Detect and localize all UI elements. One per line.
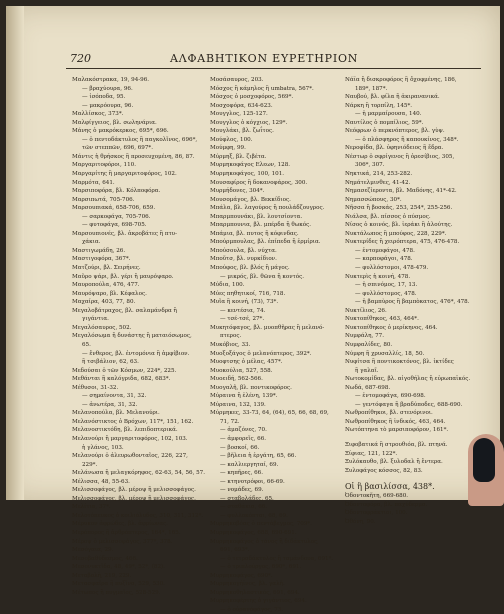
index-entry: 189*, 187*.: [355, 85, 388, 92]
index-entry: Νιάλσα, βλ. πίσσος ὁ πύσμος.: [345, 213, 431, 220]
index-entry: Νωθροπίθηκος ἢ ἰνδικός, 463, 464.: [345, 418, 446, 425]
index-entry: Μελανοστικτόδη, βλ. λεπιδοπτερικά.: [72, 427, 178, 434]
index-entry: Μέθυσοι, 31-32.: [72, 384, 119, 391]
index-entry: πτερος.: [220, 333, 242, 340]
index-entry: Μελανούρι ἢ μαργαριτοφόρος, 102, 103.: [72, 435, 188, 442]
index-entry: Νίσος ὁ κοινός, βλ. ἱεράκι ἢ ἀλούτης.: [345, 222, 453, 229]
index-entry: Μεδούσαι ὁ τῶν Κόσμων, 224*, 225.: [72, 367, 177, 374]
index-entry: Μόσχος ἢ κάμηλος ἢ umbatra, 567*.: [210, 85, 314, 92]
index-entry: Νῆσσα ἢ βοσκάς, 253, 254*, 255-256.: [345, 205, 453, 212]
index-entry: — ὁ τετραδάκτυλος ἢ ταμάνδουα, 691*.: [220, 555, 334, 562]
index-column-3: [345, 76, 480, 525]
index-entry: Μαρμότα, 641.: [72, 179, 115, 186]
index-entry: Μεγαλόσαυρος, 502.: [72, 324, 132, 331]
index-entry: Μπαρμπουνια, βλ. μπέρδα ἢ θωκός.: [210, 222, 312, 229]
index-entry: — τσέ-τσέ, 27*.: [220, 316, 265, 323]
index-entry: Νημασεζίεροντα, βλ. Μαδόνης, 41*-42.: [345, 188, 457, 195]
index-entry: — φυτοφάγα, 698-705.: [82, 222, 147, 229]
index-entry: Μαῦρο ψάρι, βλ. γέρι ἢ μαυρόψαρο.: [72, 273, 174, 280]
index-entry: χάκια.: [82, 239, 101, 246]
index-entry: — κηπῆρες, 66.: [220, 470, 264, 477]
index-entry: Μυρμήδονες, 304*.: [210, 188, 265, 195]
index-entry: — γεντόφαγα ἢ βραδύποδες, 688-690.: [355, 401, 463, 408]
index-entry: γιγάντια.: [82, 316, 109, 323]
index-entry: Νάϊα ἢ δισκροφόρος ἢ ὄχοφμένης, 186,: [345, 77, 457, 83]
index-entry: 71, 72.: [220, 418, 240, 425]
index-entry: Μουσομάγος, βλ. Βεκκίδιος.: [210, 196, 291, 203]
index-entry: Μεγαλόσωμα ἢ δυνάστης ἢ ματαιόσωμος,: [72, 333, 192, 340]
index-entry: Μαχαίρα, 403, 77, 80.: [72, 299, 136, 306]
index-entry: Νυκτάλωπος ἢ μπούφος, 228, 229*.: [345, 230, 447, 237]
book-page: [6, 6, 500, 613]
index-entry: Μπούρμπουλας, βλ. ἐπίπεδα ἢ ἐρμίρια.: [210, 239, 321, 246]
index-entry: — ἀνωτέρα, 31, 32.: [82, 401, 138, 408]
index-entry: — ἡ σπινόμος, 17, 13.: [355, 282, 418, 289]
index-entry: Μεσονυκτῖδα, 48, 49*, 52*, (82).: [72, 564, 165, 571]
index-entry: Νυκτερίδες ἢ χειρόπτερα, 475, 476-478.: [345, 239, 460, 246]
index-entry: ἢ γαλαῖ.: [355, 367, 379, 374]
index-entry: Νυκτερὶς ἡ κοινή, 478.: [345, 273, 411, 280]
index-entry: Μελισσοφάγος, βλ. μέροψ ἢ μελισσοφάγος.: [72, 487, 196, 494]
index-entry: Μέρυκον ἀφρώδες, βλ. ἀφρίωνας.: [72, 521, 169, 528]
index-entry: ἢ τσιβάλιον, 62, 63.: [82, 359, 139, 366]
index-entry: — νομάδες, 69.: [220, 487, 264, 494]
index-entry: Μαυρόψαρο, βλ. Κέφαλος.: [72, 290, 147, 297]
index-entry: Μπούσουλα, βλ. νύχτα.: [210, 247, 277, 254]
index-entry: 691, 693*.: [220, 547, 250, 554]
header-rule: [66, 68, 481, 69]
index-entry: Μαρσουπιονές, βλ. ἀκροβάτες ἢ πτυ-: [72, 230, 177, 237]
index-entry: — καλλιεργηταί, 69.: [220, 461, 279, 468]
index-entry: — ἡ μαρμαίρουσα, 140.: [355, 111, 422, 118]
index-entry: Νυκτοπίθηκος, 463, 464*.: [345, 316, 419, 323]
index-entry: Νυκτίλιος, 26.: [345, 307, 387, 314]
index-entry: Μελοτόπευκος ὁ κοιλιόλυδος, 310, 311, 312*.: [72, 512, 204, 519]
index-entry: Μαργαριτοφόροι, 110.: [72, 162, 137, 169]
running-title: ΑΛΦΑΒΗΤΙΚΟΝ ΕΥΡΕΤΗΡΙΟΝ: [170, 52, 359, 65]
thumbnail-polish: [473, 438, 495, 482]
index-entry: Μέλισσα, 48, 55-63.: [72, 478, 130, 485]
index-entry: — σταβολάδες, 65.: [220, 495, 274, 502]
index-entry: Οἱ ἢ βασιλίσσα, 438*.: [345, 482, 435, 492]
index-entry: Μυρμηκοθηλαστικός, 691, 694.: [210, 589, 300, 596]
index-entry: 306*, 307.: [355, 162, 385, 169]
index-entry: Μούμφη, 99.: [210, 145, 246, 152]
index-entry: Μεσοβαθύδεσμος, 466.: [72, 555, 138, 562]
index-entry: Νέστωρ ὁ σφρίγενος ἢ ὀρεσίβιος, 305,: [345, 153, 455, 160]
index-entry: Ναυβού, βλ. φίλα ἢ ἀκιρανανικά.: [345, 94, 440, 101]
index-entry: — βῆλεια ἡ ἐργάτη, 65, 66.: [220, 453, 297, 460]
index-entry: Ὀθόνη, 90.: [345, 518, 376, 525]
index-entry: Μαρσιπωτά, 705-706.: [72, 196, 135, 203]
index-entry: Ὀδοντοφόρα, βλ. παχύδερμα.: [345, 501, 428, 508]
index-column-2: [210, 76, 345, 613]
index-entry: — ἀμφορεῖς, 66.: [220, 435, 267, 442]
index-entry: Μεσόγαια, 29.: [72, 547, 114, 554]
index-entry: Μουσαφίρος ἢ δοκανοφάρος, 300.: [210, 179, 308, 186]
index-entry: Μυρμηκοφάγος Ελεων, 128.: [210, 162, 291, 169]
index-entry: Μόσχος ὁ μοσχοφόρος, 569*.: [210, 94, 294, 101]
index-entry: — φυλλόστομοι, 478-479.: [355, 265, 429, 272]
index-entry: — ἔνθερος, βλ. ἐντομόνια ἢ ἀμφίβιον.: [82, 350, 190, 357]
index-entry: Μούφλος, 100.: [210, 136, 253, 143]
index-entry: Μουγλάκι, βλ. ζωΐτος.: [210, 128, 274, 135]
index-entry: Μύρμηκες, 33-73, 64, (64), 65, 66, 68, 69,: [210, 410, 329, 417]
index-entry: Μυρμηκοφάγος, 100, 101.: [210, 171, 285, 178]
index-entry: τῶν στεππῶν, 696, 697*.: [82, 145, 154, 152]
index-entry: Νημασσώπους, 30*.: [345, 196, 402, 203]
index-entry: — ἀμαζόνες, 70.: [220, 427, 267, 434]
index-entry: — ὁ τριπλούργος, 690*, 691.: [220, 564, 302, 571]
index-entry: Μυοφτσης ὁ μέλας, 457*.: [210, 359, 283, 366]
index-entry: Μαστιγωμάδη, 26.: [72, 247, 126, 254]
index-entry: Μελίτια, 37*.: [72, 504, 111, 511]
index-entry: Νωδά, 687-698.: [345, 384, 391, 391]
index-entry: Νυκτοπίθηκος ὁ μερίκηνος, 464.: [345, 324, 438, 331]
index-entry: Μαλλίσκος, 373*.: [72, 111, 124, 118]
index-entry: Μελανόστικτος ὁ Βρόχων, 117*, 151, 162.: [72, 418, 194, 425]
index-entry: — μικρός, βλ. θῶνα ἢ κοντός.: [220, 273, 305, 280]
index-entry: Νηκτικά, 214, 253-282.: [345, 171, 413, 178]
index-entry: Μυρμηκοφάγος, 688, 690-691.: [210, 529, 297, 536]
index-entry: Ξυλόκαυθο, βλ. ξυλοδαλ ἢ ἔντερα.: [345, 459, 443, 466]
index-entry: Ὀδοντοκῆτη, 669-680.: [345, 493, 409, 500]
index-entry: — σταθάκια, 66.: [220, 504, 268, 511]
index-entry: Νυμφαλίδες, 80.: [345, 341, 393, 348]
index-entry: — ἡ βαμπὺρος ἢ βαμπὸκατος, 476*, 478.: [355, 299, 470, 306]
index-entry: Μέροψ ὁ μελισσοφάγος, 377*, 378.: [72, 538, 173, 545]
index-entry: Μάνης ὁ μακρόκερκος, 695*, 696.: [72, 128, 169, 135]
index-entry: ἡ γλάνος, 103.: [82, 444, 124, 451]
index-column-1: [72, 76, 207, 596]
index-entry: Νυφίτσα ἢ ποντικοκτόνος, βλ. ἰκτίδες: [345, 359, 454, 366]
index-entry: Μύραινα ἢ ἑλένη, 139*.: [210, 393, 278, 400]
index-entry: Μυοξοξάγος ὁ μελανόπτερος, 392*.: [210, 350, 312, 357]
index-entry: Νωθροπίθηκοι, βλ. στενόρινοι.: [345, 410, 433, 417]
index-entry: — κεντέσια, 74.: [220, 307, 266, 314]
index-entry: Μοσχοφόρα, 634-623.: [210, 102, 273, 109]
index-entry: Νεροφίδα, βλ. ὑφηνιόδειος ἢ ἔδρα.: [345, 145, 444, 152]
index-entry: Μάντις ἡ θρήσκος ἢ προσευχομένη, 86, 87.: [72, 153, 195, 160]
index-entry: — ἰσόποδα, 95.: [82, 94, 126, 101]
index-entry: Μεταβολὴ, 219, 229.: [72, 572, 132, 579]
index-entry: Μυοειδή, 562-566.: [210, 376, 263, 383]
index-entry: Μυκόβιος, 33.: [210, 341, 251, 348]
index-entry: Μπάμια, βλ. πυτος ἢ κόφινδας.: [210, 230, 299, 237]
index-entry: Μυοκούλια, 527, 558.: [210, 367, 273, 374]
index-entry: Μυῖα ἢ κοινή, (73), 73*.: [210, 299, 279, 306]
index-entry: Μυρμηκογήϊνος, βλ. γαλῆ.: [210, 581, 285, 588]
index-entry: Μερόπορος ἢ ἀρθρόπτερος, 164*, 165.: [72, 529, 181, 536]
index-entry: Μυογαλῆ, βλ. ποντικοφόρος.: [210, 384, 292, 391]
index-entry: — ἐντομοφάγα, 690-698.: [355, 393, 426, 400]
index-entry: Μαλφίγγειος, βλ. σωληνάρια.: [72, 119, 157, 126]
index-entry: Μαυροπούλα, 476, 477.: [72, 282, 140, 289]
index-entry: Μοσάσαυρος, 203.: [210, 77, 264, 83]
index-entry: — σημαίνοντα, 31, 32.: [82, 393, 147, 400]
index-entry: Νάρκη ἢ τορπίλη, 145*.: [345, 102, 413, 109]
index-entry: — σαρκοφάγα, 705-706.: [82, 213, 151, 220]
index-entry: Μυρμηκοφάγος ὁ τάνος ἢ διδάκτυλος,: [210, 538, 319, 545]
index-entry: Νωτόπτηνα τὸ μαρσιποφόρον, 161*.: [345, 427, 449, 434]
index-entry: Ματζούρι, βλ. Σειρήνες.: [72, 265, 141, 272]
index-entry: Μυρμηκοφέρτης ὁ γιγάντιος, 694.: [210, 598, 307, 605]
index-entry: Μέτωπος ἢ πυγμαῖος, 528-529.: [72, 589, 161, 596]
index-entry: — μακρόουρα, 96.: [82, 102, 134, 109]
index-entry: — βοσκοί, 66.: [220, 444, 260, 451]
index-entry: Μελανοπούλα, βλ. Μελανούρι.: [72, 410, 160, 417]
index-entry: — κτηνοτρόφοι, 66-69.: [220, 478, 285, 485]
index-entry: Μυκητόφαγος, βλ. μυοπθῆρας ἢ μελανό-: [210, 324, 325, 331]
index-entry: Μαρσιποφόρα, βλ. Κόλποφόρα.: [72, 188, 161, 195]
index-entry: — καρποφάγοι, 478.: [355, 256, 413, 263]
index-entry: Μύδια, 100.: [210, 282, 245, 289]
index-entry: Νυμφάλη, 77.: [345, 333, 384, 340]
index-entry: — ὁ πεντοδάκτυλος ἢ παγκολῖνος, 696*,: [82, 136, 198, 143]
index-entry: Μύραινα, 132, 139.: [210, 401, 266, 408]
index-entry: — ὁ οὐρανόφάγος, 73.: [220, 606, 284, 613]
index-entry: Μελανούρι ὁ ἀλευρωθονταῖος, 226, 227,: [72, 453, 188, 460]
index-entry: Μαλακόστρακα, 19, 94-96.: [72, 77, 150, 83]
index-entry: Νωτοκομίδας, βλ. αἰγοθήλας ἢ εὐρωπαϊκός.: [345, 376, 471, 383]
index-entry: Μεθάνται ἢ καλόγριδα, 682, 683*.: [72, 376, 171, 383]
index-entry: — ὁ πλάσφηρος ἢ καπουκίνος, 348*.: [355, 136, 459, 143]
index-entry: Μεγαλοβάτραχος, βλ. σαλαμάνδρα ἢ: [72, 307, 177, 314]
index-entry: Νύμφη ἢ χρυσαλλίς, 18, 50.: [345, 350, 425, 357]
index-entry: Νεόφρων ὁ περκνόπτερος, βλ. γὺψ.: [345, 128, 445, 135]
index-entry: Νημάτελμινθες, 41-42.: [345, 179, 411, 186]
index-entry: Μετασφαῖρα ἢ πυξῖνα, 529, 530.: [72, 581, 165, 588]
index-entry: Μύες πηθητικοί, 716, 718.: [210, 290, 286, 297]
page-header: [70, 52, 480, 68]
index-entry: Ξιφοβατικά ἢ στρουθιόα, βλ. πτηνά.: [345, 441, 448, 448]
book-spine-shadow: [6, 6, 24, 500]
index-entry: Μουγγλος, 125-127.: [210, 111, 268, 118]
index-entry: — φυλλοκόπται, 68, 69.: [220, 512, 288, 519]
index-entry: — ἐντομοφάγοι, 478.: [355, 247, 415, 254]
index-entry: 229*.: [82, 461, 98, 468]
index-entry: — βραχύουρα, 96.: [82, 85, 133, 92]
index-entry: Μποῦτσ, βλ. νυρκίδιον.: [210, 256, 277, 263]
index-entry: Μελισσοφάγος, βλ. μέροψ ἢ μελισσοφάγος.: [72, 495, 196, 502]
index-entry: Ξίφιας, 121, 122*.: [345, 450, 398, 457]
index-entry: Μπάλα, βλ. λαγούρος ἢ πουλάδζουγρος.: [210, 205, 325, 212]
index-entry: Μουγγλος ὁ κόγχιος, 129*.: [210, 119, 288, 126]
index-entry: Μαστιγοφόρα, 367*.: [72, 256, 131, 263]
index-entry: Ξυλοφάγος κόσσος, 82, 83.: [345, 467, 423, 474]
index-entry: Ναυτίλος ὁ πομπίλιος, 59*.: [345, 119, 424, 126]
index-entry: Μυρμηκοφάγος, 690*.: [210, 572, 273, 579]
index-entry: 65.: [82, 341, 91, 348]
index-entry: Μαργαρίτης ἢ μαργαριτοφόρος, 102.: [72, 171, 177, 178]
index-entry: Μπούφος, βλ. βλός ἢ μάγος.: [210, 265, 290, 272]
index-entry: Μπαρμπουνάκι, βλ. λουτσίοντα.: [210, 213, 303, 220]
page-number: 720: [70, 52, 91, 65]
index-entry: Μαρσουπιακά, 658-706, 659.: [72, 205, 156, 212]
index-entry: — φυλλόστομος, 478.: [355, 290, 417, 297]
index-entry: Ὀδοντοφράκτιοι, 100.: [345, 510, 408, 517]
index-entry: Μελάνωσα ἢ μελαγκόρηφος, 62-63, 54, 56, 57.: [72, 470, 206, 477]
index-entry: Μυρμηκοβόας ὁ πεντάβεγμος, 709*.: [210, 521, 312, 528]
index-entry: Μύρμηξ, βλ. ζιβέτα.: [210, 153, 267, 160]
